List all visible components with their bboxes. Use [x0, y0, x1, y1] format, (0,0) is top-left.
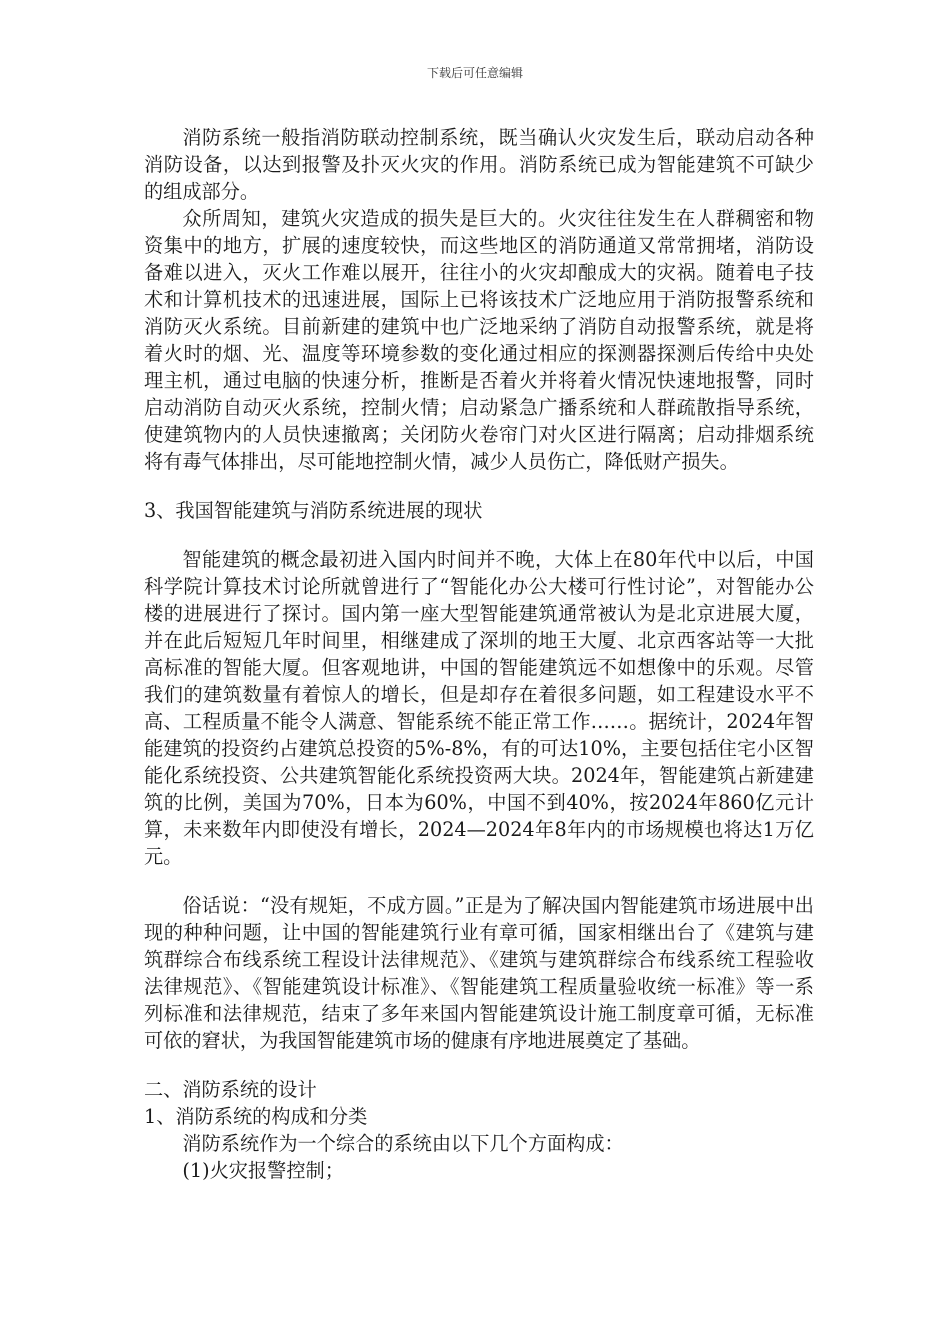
heading-composition-classification: 1、消防系统的构成和分类: [144, 1105, 368, 1128]
list-item-fire-alarm-control: (1)火灾报警控制；: [182, 1159, 344, 1182]
paragraph-composition-intro: 消防系统作为一个综合的系统由以下几个方面构成：: [182, 1132, 624, 1155]
paragraph-fire-system-definition: 消防系统一般指消防联动控制系统，既当确认火灾发生后，联动启动各种消防设备，以达到报警及扑灭火灾的作用。消防系统已成为智能建筑不可缺少的组成部分。: [144, 126, 814, 203]
paragraph-fire-losses: 众所周知，建筑火灾造成的损失是巨大的。火灾往往发生在人群稠密和物资集中的地方，扩展的速度较快，而这些地区的消防通道又常常拥堵，消防设备难以进入，灭火工作难以展开，往往小的火灾却酿成大的灾祸。随着电子技术和计算机技术的迅速进展，国际上已将该技术广泛地应用于消防报警系统和消防灭火系统。目前新建的建筑中也广泛地采纳了消防自动报警系统，就是将着火时的烟、光、温度等环境参数的变化通过相应的探测器探测后传给中央处理主机，通过电脑的快速分析，推断是否着火并将着火情况快速地报警，同时启动消防自动灭火系统，控制火情；启动紧急广播系统和人群疏散指导系统，使建筑物内的人员快速撤离；关闭防火卷帘门对火区进行隔离；启动排烟系统将有毒气体排出，尽可能地控制火情，减少人员伤亡，降低财产损失。: [144, 207, 814, 473]
paragraph-standards: 俗话说：“没有规矩，不成方圆。”正是为了解决国内智能建筑市场进展中出现的种种问题，让中国的智能建筑行业有章可循，国家相继出台了《建筑与建筑群综合布线系统工程设计法律规范》、《建筑与建筑群综合布线系统工程验收法律规范》、《智能建筑设计标准》、《智能建筑工程质量验收统一标准》等一系列标准和法律规范，结束了多年来国内智能建筑设计施工制度章可循，无标准可依的窘状，为我国智能建筑市场的健康有序地进展奠定了基础。: [144, 894, 814, 1052]
document-body: [144, 124, 814, 1184]
page-header: 下载后可任意编辑: [426, 66, 523, 80]
heading-current-status: 3、我国智能建筑与消防系统进展的现状: [144, 499, 483, 522]
heading-fire-system-design: 二、消防系统的设计: [144, 1078, 317, 1101]
paragraph-intelligent-building-history: 智能建筑的概念最初进入国内时间并不晚，大体上在80年代中以后，中国科学院计算技术讨论所就曾进行了“智能化办公大楼可行性讨论”，对智能办公楼的进展进行了探讨。国内第一座大型智能建筑通常被认为是北京进展大厦，并在此后短短几年时间里，相继建成了深圳的地王大厦、北京西客站等一大批高标准的智能大厦。但客观地讲，中国的智能建筑远不如想像中的乐观。尽管我们的建筑数量有着惊人的增长，但是却存在着很多问题，如工程建设水平不高、工程质量不能令人满意、智能系统不能正常工作……。据统计，2024年智能建筑的投资约占建筑总投资的5%-8%，有的可达10%，主要包括住宅小区智能化系统投资、公共建筑智能化系统投资两大块。2024年，智能建筑占新建建筑的比例，美国为70%，日本为60%，中国不到40%，按2024年860亿元计算，未来数年内即使没有增长，2024—2024年8年内的市场规模也将达1万亿元。: [144, 548, 814, 868]
